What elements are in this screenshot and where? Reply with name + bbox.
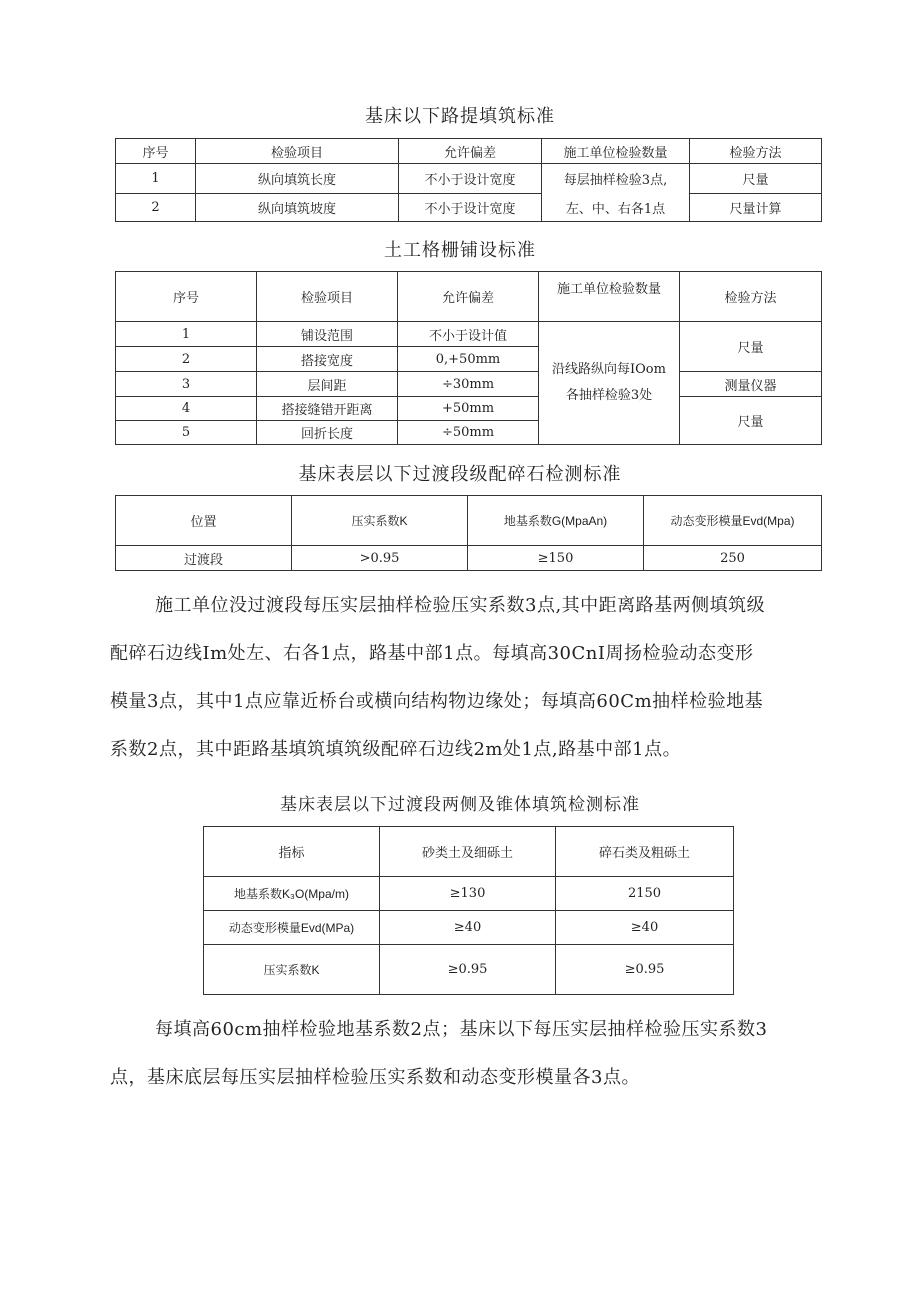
- table2-cell-no: 4: [116, 397, 257, 421]
- table-row: [116, 372, 822, 397]
- table1-header-quantity: 施工单位检验数量: [542, 139, 690, 164]
- paragraph-1-line: 配碎石边线Im处左、右各1点，路基中部1点。每填高30CnI周扬检验动态变形: [110, 643, 754, 664]
- table2-cell-no: 2: [116, 347, 257, 372]
- table1-header-method: 检验方法: [690, 139, 822, 164]
- table2-cell-item: 回折长度: [257, 421, 398, 445]
- table1-cell-quantity-2: 左、中、右各1点: [542, 194, 690, 222]
- table2-quantity-line2: 各抽样检验3处: [565, 388, 653, 403]
- table3-cell-evd: 250: [644, 546, 822, 571]
- table2-cell-method-3: 尺量: [680, 397, 822, 445]
- table3: [115, 495, 822, 571]
- table1-cell-quantity-1: 每层抽样检验3点,: [542, 164, 690, 194]
- table4-header-sand: 砂类土及细砾土: [380, 827, 556, 877]
- table1-cell-method: 尺量计算: [690, 194, 822, 222]
- table2-header-item: 检验项目: [257, 272, 398, 322]
- table-row: [204, 945, 734, 995]
- table4-cell-index: 压实系数K: [204, 945, 380, 995]
- table2-cell-item: 层间距: [257, 372, 398, 397]
- table1: [115, 138, 822, 222]
- table2-cell-no: 3: [116, 372, 257, 397]
- table2-cell-item: 搭接宽度: [257, 347, 398, 372]
- table2-header-method: 检验方法: [680, 272, 822, 322]
- table2-cell-tolerance: ÷30mm: [398, 372, 539, 397]
- table1-cell-method: 尺量: [690, 164, 822, 194]
- paragraph-1-line: 施工单位没过渡段每压实层抽样检验压实系数3点,其中距离路基两侧填筑级: [155, 595, 766, 616]
- table3-header-compaction: 压实系数K: [292, 496, 468, 546]
- table1-header-item: 检验项目: [196, 139, 399, 164]
- table4-header-index: 指标: [204, 827, 380, 877]
- paragraph-1-line: 模量3点，其中1点应靠近桥台或横向结构物边缘处；每填高60Cm抽样检验地基: [110, 691, 764, 712]
- table4-cell-gravel: ≥0.95: [556, 945, 734, 995]
- table3-cell-position: 过渡段: [116, 546, 292, 571]
- table-row: [204, 911, 734, 945]
- table4-cell-sand: ≥0.95: [380, 945, 556, 995]
- table2-quantity-line1: 沿线路纵向每IOom: [552, 362, 666, 377]
- table1-cell-item: 纵向填筑坡度: [196, 194, 399, 222]
- table4-cell-gravel: 2150: [556, 877, 734, 911]
- table-row: [116, 397, 822, 421]
- table3-cell-foundation: ≥150: [468, 546, 644, 571]
- table-row: [204, 877, 734, 911]
- table1-cell-tolerance: 不小于设计宽度: [399, 194, 542, 222]
- table4-cell-index: 地基系数K₃O(Mpa/m): [204, 877, 380, 911]
- table4: [203, 826, 734, 995]
- table2-cell-method-1: 尺量: [680, 322, 822, 372]
- table4-title: 基床表层以下过渡段两侧及锥体填筑检测标准: [280, 795, 640, 815]
- table2-cell-tolerance: 不小于设计值: [398, 322, 539, 347]
- table2-cell-no: 1: [116, 322, 257, 347]
- table2: [115, 271, 822, 445]
- table2-cell-method-2: 测量仪器: [680, 372, 822, 397]
- table1-title: 基床以下路提填筑标准: [365, 106, 555, 127]
- table1-cell-tolerance: 不小于设计宽度: [399, 164, 542, 194]
- table1-cell-no: 2: [116, 194, 196, 222]
- table2-cell-item: 搭接缝错开距离: [257, 397, 398, 421]
- paragraph-2-line: 点，基床底层每压实层抽样检验压实系数和动态变形模量各3点。: [110, 1067, 640, 1088]
- table1-header-tolerance: 允许偏差: [399, 139, 542, 164]
- table2-title: 土工格栅铺设标准: [384, 240, 536, 261]
- table1-cell-item: 纵向填筑长度: [196, 164, 399, 194]
- table-row: [116, 322, 822, 347]
- table4-cell-sand: ≥40: [380, 911, 556, 945]
- table2-cell-tolerance: 0,+50mm: [398, 347, 539, 372]
- table2-cell-quantity: [539, 322, 680, 445]
- table2-cell-tolerance: ÷50mm: [398, 421, 539, 445]
- table2-cell-no: 5: [116, 421, 257, 445]
- table4-header-gravel: 碎石类及粗砾土: [556, 827, 734, 877]
- table4-cell-index: 动态变形模量Evd(MPa): [204, 911, 380, 945]
- table3-header-foundation-coefficient: 地基系数G(MpaAn): [468, 496, 644, 546]
- paragraph-2-line: 每填高60cm抽样检验地基系数2点；基床以下每压实层抽样检验压实系数3: [155, 1019, 768, 1040]
- table1-header-no: 序号: [116, 139, 196, 164]
- table1-cell-no: 1: [116, 164, 196, 194]
- table4-cell-gravel: ≥40: [556, 911, 734, 945]
- table3-header-position: 位置: [116, 496, 292, 546]
- table-row: [116, 194, 822, 222]
- table-row: [116, 164, 822, 194]
- table3-title: 基床表层以下过渡段级配碎石检测标准: [298, 464, 622, 485]
- table2-header-tolerance: 允许偏差: [398, 272, 539, 322]
- table-row: [116, 546, 822, 571]
- table4-cell-sand: ≥130: [380, 877, 556, 911]
- table2-cell-tolerance: +50mm: [398, 397, 539, 421]
- table2-header-quantity: 施工单位检验数量: [539, 272, 680, 322]
- table3-cell-compaction: >0.95: [292, 546, 468, 571]
- table3-header-evd: 动态变形模量Evd(Mpa): [644, 496, 822, 546]
- table2-header-no: 序号: [116, 272, 257, 322]
- table2-cell-item: 铺设范围: [257, 322, 398, 347]
- paragraph-1: [110, 582, 825, 774]
- paragraph-2: [110, 1006, 825, 1102]
- paragraph-1-line: 系数2点，其中距路基填筑填筑级配碎石边线2m处1点,路基中部1点。: [110, 739, 682, 760]
